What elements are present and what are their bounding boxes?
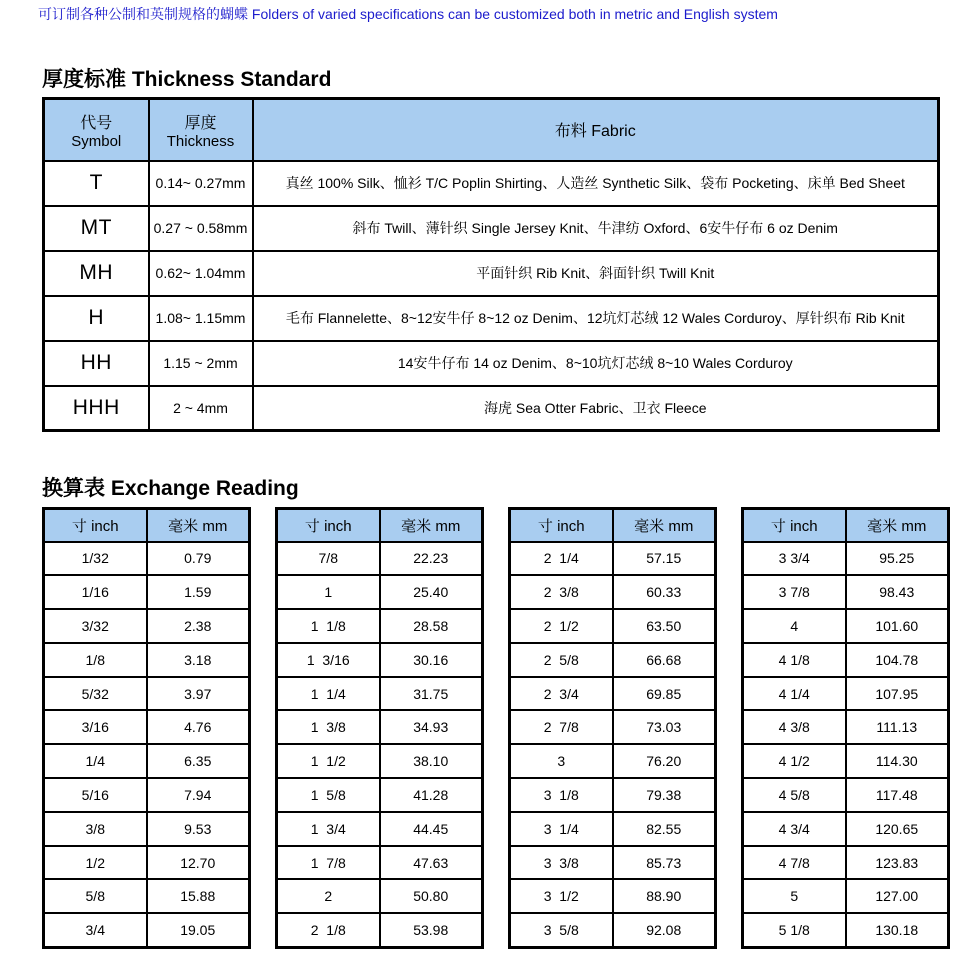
mm-value-cell: 22.23 bbox=[380, 542, 483, 576]
exchange-row bbox=[510, 575, 716, 609]
inch-value-cell: 5/16 bbox=[44, 778, 147, 812]
exchange-row bbox=[510, 609, 716, 643]
mm-value-cell: 127.00 bbox=[846, 879, 949, 913]
exchange-row bbox=[743, 575, 949, 609]
exchange-table-2 bbox=[275, 507, 484, 949]
exchange-row bbox=[277, 643, 483, 677]
exchange-row bbox=[510, 710, 716, 744]
inch-value-cell: 2 1/8 bbox=[277, 913, 380, 947]
exchange-row bbox=[277, 913, 483, 947]
inch-value-cell: 2 3/4 bbox=[510, 677, 613, 711]
thickness-row-MT bbox=[44, 206, 939, 251]
inch-value-cell: 1 7/8 bbox=[277, 846, 380, 880]
mm-value-cell: 12.70 bbox=[147, 846, 250, 880]
mm-value-cell: 57.15 bbox=[613, 542, 716, 576]
fabric-cell: 14安牛仔布 14 oz Denim、8~10坑灯芯绒 8~10 Wales Corduroy bbox=[253, 341, 939, 386]
mm-value-cell: 69.85 bbox=[613, 677, 716, 711]
inch-value-cell: 4 1/4 bbox=[743, 677, 846, 711]
inch-value-cell: 4 5/8 bbox=[743, 778, 846, 812]
thickness-cell: 2 ~ 4mm bbox=[149, 386, 253, 431]
exchange-row bbox=[44, 710, 250, 744]
fabric-column-header: 布料 Fabric bbox=[253, 99, 939, 161]
exchange-row bbox=[44, 778, 250, 812]
mm-value-cell: 38.10 bbox=[380, 744, 483, 778]
inch-value-cell: 1 1/8 bbox=[277, 609, 380, 643]
exchange-tables-container bbox=[42, 507, 950, 949]
fabric-cell: 毛布 Flannelette、8~12安牛仔 8~12 oz Denim、12坑灯芯绒 12 Wales Corduroy、厚针织布 Rib Knit bbox=[253, 296, 939, 341]
inch-value-cell: 1 3/16 bbox=[277, 643, 380, 677]
fabric-cell: 海虎 Sea Otter Fabric、卫衣 Fleece bbox=[253, 386, 939, 431]
exchange-row bbox=[510, 744, 716, 778]
inch-value-cell: 2 7/8 bbox=[510, 710, 613, 744]
exchange-row bbox=[44, 542, 250, 576]
inch-value-cell: 4 3/4 bbox=[743, 812, 846, 846]
inch-value-cell: 3 3/4 bbox=[743, 542, 846, 576]
mm-value-cell: 114.30 bbox=[846, 744, 949, 778]
exchange-table-3 bbox=[508, 507, 717, 949]
exchange-row bbox=[743, 677, 949, 711]
mm-value-cell: 60.33 bbox=[613, 575, 716, 609]
mm-value-cell: 63.50 bbox=[613, 609, 716, 643]
mm-value-cell: 82.55 bbox=[613, 812, 716, 846]
inch-value-cell: 3 7/8 bbox=[743, 575, 846, 609]
exchange-table-4 bbox=[741, 507, 950, 949]
inch-column-header: 寸 inch bbox=[44, 509, 147, 542]
inch-value-cell: 2 1/4 bbox=[510, 542, 613, 576]
exchange-row bbox=[277, 744, 483, 778]
inch-value-cell: 4 7/8 bbox=[743, 846, 846, 880]
exchange-row bbox=[277, 879, 483, 913]
exchange-row bbox=[277, 846, 483, 880]
inch-value-cell: 1 bbox=[277, 575, 380, 609]
inch-value-cell: 1 1/2 bbox=[277, 744, 380, 778]
exchange-row bbox=[743, 609, 949, 643]
exchange-row bbox=[510, 879, 716, 913]
exchange-row bbox=[277, 710, 483, 744]
mm-value-cell: 120.65 bbox=[846, 812, 949, 846]
exchange-row bbox=[510, 846, 716, 880]
exchange-row bbox=[510, 542, 716, 576]
mm-value-cell: 19.05 bbox=[147, 913, 250, 947]
mm-value-cell: 117.48 bbox=[846, 778, 949, 812]
exchange-row bbox=[510, 812, 716, 846]
exchange-header-row bbox=[510, 509, 716, 542]
thickness-cell: 0.62~ 1.04mm bbox=[149, 251, 253, 296]
symbol-cell: MH bbox=[44, 251, 149, 296]
inch-value-cell: 3 5/8 bbox=[510, 913, 613, 947]
thickness-row-H bbox=[44, 296, 939, 341]
exchange-row bbox=[510, 643, 716, 677]
inch-value-cell: 3 bbox=[510, 744, 613, 778]
mm-column-header: 毫米 mm bbox=[380, 509, 483, 542]
thickness-row-HHH bbox=[44, 386, 939, 431]
exchange-table-1 bbox=[42, 507, 251, 949]
exchange-row bbox=[277, 609, 483, 643]
mm-value-cell: 9.53 bbox=[147, 812, 250, 846]
exchange-row bbox=[44, 879, 250, 913]
inch-value-cell: 2 3/8 bbox=[510, 575, 613, 609]
mm-value-cell: 98.43 bbox=[846, 575, 949, 609]
inch-value-cell: 3 1/2 bbox=[510, 879, 613, 913]
exchange-row bbox=[44, 812, 250, 846]
inch-value-cell: 2 1/2 bbox=[510, 609, 613, 643]
inch-value-cell: 7/8 bbox=[277, 542, 380, 576]
inch-value-cell: 2 bbox=[277, 879, 380, 913]
thickness-column-header bbox=[149, 99, 253, 161]
thickness-cell: 1.15 ~ 2mm bbox=[149, 341, 253, 386]
exchange-header-row bbox=[277, 509, 483, 542]
symbol-cell: H bbox=[44, 296, 149, 341]
exchange-row bbox=[510, 913, 716, 947]
inch-value-cell: 5 1/8 bbox=[743, 913, 846, 947]
inch-column-header: 寸 inch bbox=[510, 509, 613, 542]
inch-value-cell: 3/8 bbox=[44, 812, 147, 846]
inch-value-cell: 5/8 bbox=[44, 879, 147, 913]
exchange-row bbox=[743, 913, 949, 947]
thickness-cell: 0.27 ~ 0.58mm bbox=[149, 206, 253, 251]
thickness-row-HH bbox=[44, 341, 939, 386]
mm-value-cell: 123.83 bbox=[846, 846, 949, 880]
thickness-cell: 0.14~ 0.27mm bbox=[149, 161, 253, 206]
exchange-row bbox=[277, 778, 483, 812]
inch-value-cell: 3 3/8 bbox=[510, 846, 613, 880]
mm-value-cell: 28.58 bbox=[380, 609, 483, 643]
fabric-cell: 斜布 Twill、薄针织 Single Jersey Knit、牛津纺 Oxford、6安牛仔布 6 oz Denim bbox=[253, 206, 939, 251]
inch-value-cell: 3 1/4 bbox=[510, 812, 613, 846]
inch-column-header: 寸 inch bbox=[277, 509, 380, 542]
mm-value-cell: 88.90 bbox=[613, 879, 716, 913]
exchange-row bbox=[44, 609, 250, 643]
mm-value-cell: 15.88 bbox=[147, 879, 250, 913]
exchange-row bbox=[743, 643, 949, 677]
thickness-standard-title: 厚度标准 Thickness Standard bbox=[42, 68, 332, 91]
exchange-header-row bbox=[44, 509, 250, 542]
mm-value-cell: 0.79 bbox=[147, 542, 250, 576]
mm-value-cell: 7.94 bbox=[147, 778, 250, 812]
mm-value-cell: 47.63 bbox=[380, 846, 483, 880]
thickness-cell: 1.08~ 1.15mm bbox=[149, 296, 253, 341]
exchange-row bbox=[743, 710, 949, 744]
mm-value-cell: 4.76 bbox=[147, 710, 250, 744]
exchange-row bbox=[44, 643, 250, 677]
inch-value-cell: 4 1/8 bbox=[743, 643, 846, 677]
inch-value-cell: 4 3/8 bbox=[743, 710, 846, 744]
inch-value-cell: 1 3/4 bbox=[277, 812, 380, 846]
inch-value-cell: 1/4 bbox=[44, 744, 147, 778]
inch-value-cell: 1 3/8 bbox=[277, 710, 380, 744]
inch-value-cell: 4 1/2 bbox=[743, 744, 846, 778]
mm-column-header: 毫米 mm bbox=[147, 509, 250, 542]
mm-value-cell: 30.16 bbox=[380, 643, 483, 677]
inch-value-cell: 1 1/4 bbox=[277, 677, 380, 711]
inch-value-cell: 3 1/8 bbox=[510, 778, 613, 812]
mm-value-cell: 107.95 bbox=[846, 677, 949, 711]
mm-value-cell: 25.40 bbox=[380, 575, 483, 609]
fabric-cell: 平面针织 Rib Knit、斜面针织 Twill Knit bbox=[253, 251, 939, 296]
inch-value-cell: 2 5/8 bbox=[510, 643, 613, 677]
exchange-row bbox=[510, 677, 716, 711]
mm-value-cell: 66.68 bbox=[613, 643, 716, 677]
exchange-row bbox=[44, 677, 250, 711]
mm-value-cell: 53.98 bbox=[380, 913, 483, 947]
mm-value-cell: 50.80 bbox=[380, 879, 483, 913]
exchange-header-row bbox=[743, 509, 949, 542]
mm-value-cell: 2.38 bbox=[147, 609, 250, 643]
exchange-row bbox=[277, 677, 483, 711]
mm-value-cell: 34.93 bbox=[380, 710, 483, 744]
inch-column-header: 寸 inch bbox=[743, 509, 846, 542]
exchange-row bbox=[743, 542, 949, 576]
inch-value-cell: 1/2 bbox=[44, 846, 147, 880]
exchange-row bbox=[44, 744, 250, 778]
symbol-header-zh: 代号 bbox=[80, 114, 113, 132]
thickness-header-en: Thickness bbox=[166, 132, 235, 150]
mm-value-cell: 130.18 bbox=[846, 913, 949, 947]
exchange-row bbox=[743, 744, 949, 778]
inch-value-cell: 4 bbox=[743, 609, 846, 643]
exchange-row bbox=[743, 778, 949, 812]
mm-value-cell: 101.60 bbox=[846, 609, 949, 643]
exchange-row bbox=[510, 778, 716, 812]
mm-value-cell: 76.20 bbox=[613, 744, 716, 778]
symbol-cell: HH bbox=[44, 341, 149, 386]
mm-value-cell: 41.28 bbox=[380, 778, 483, 812]
inch-value-cell: 5/32 bbox=[44, 677, 147, 711]
mm-value-cell: 95.25 bbox=[846, 542, 949, 576]
inch-value-cell: 5 bbox=[743, 879, 846, 913]
inch-value-cell: 3/16 bbox=[44, 710, 147, 744]
exchange-row bbox=[44, 913, 250, 947]
symbol-cell: HHH bbox=[44, 386, 149, 431]
exchange-row bbox=[743, 879, 949, 913]
exchange-row bbox=[44, 846, 250, 880]
mm-value-cell: 44.45 bbox=[380, 812, 483, 846]
mm-value-cell: 6.35 bbox=[147, 744, 250, 778]
exchange-row bbox=[743, 812, 949, 846]
exchange-row bbox=[277, 542, 483, 576]
thickness-row-MH bbox=[44, 251, 939, 296]
thickness-header-zh: 厚度 bbox=[184, 114, 217, 132]
inch-value-cell: 3/4 bbox=[44, 913, 147, 947]
mm-value-cell: 3.18 bbox=[147, 643, 250, 677]
customization-note: 可订制各种公制和英制规格的蝴蝶 Folders of varied specifications can be customized both in metric and English system bbox=[38, 6, 778, 22]
mm-value-cell: 31.75 bbox=[380, 677, 483, 711]
exchange-row bbox=[277, 812, 483, 846]
inch-value-cell: 1 5/8 bbox=[277, 778, 380, 812]
exchange-row bbox=[44, 575, 250, 609]
exchange-row bbox=[277, 575, 483, 609]
thickness-row-T bbox=[44, 161, 939, 206]
inch-value-cell: 3/32 bbox=[44, 609, 147, 643]
inch-value-cell: 1/16 bbox=[44, 575, 147, 609]
inch-value-cell: 1/8 bbox=[44, 643, 147, 677]
symbol-cell: T bbox=[44, 161, 149, 206]
mm-column-header: 毫米 mm bbox=[846, 509, 949, 542]
exchange-row bbox=[743, 846, 949, 880]
mm-column-header: 毫米 mm bbox=[613, 509, 716, 542]
symbol-cell: MT bbox=[44, 206, 149, 251]
mm-value-cell: 111.13 bbox=[846, 710, 949, 744]
mm-value-cell: 1.59 bbox=[147, 575, 250, 609]
mm-value-cell: 73.03 bbox=[613, 710, 716, 744]
fabric-cell: 真丝 100% Silk、恤衫 T/C Poplin Shirting、人造丝 Synthetic Silk、袋布 Pocketing、床单 Bed Sheet bbox=[253, 161, 939, 206]
exchange-reading-title: 换算表 Exchange Reading bbox=[42, 477, 299, 500]
thickness-header-row bbox=[44, 99, 939, 161]
inch-value-cell: 1/32 bbox=[44, 542, 147, 576]
mm-value-cell: 3.97 bbox=[147, 677, 250, 711]
symbol-header-en: Symbol bbox=[71, 132, 122, 150]
mm-value-cell: 92.08 bbox=[613, 913, 716, 947]
mm-value-cell: 104.78 bbox=[846, 643, 949, 677]
mm-value-cell: 79.38 bbox=[613, 778, 716, 812]
symbol-column-header bbox=[44, 99, 149, 161]
mm-value-cell: 85.73 bbox=[613, 846, 716, 880]
thickness-standard-table bbox=[42, 97, 940, 432]
